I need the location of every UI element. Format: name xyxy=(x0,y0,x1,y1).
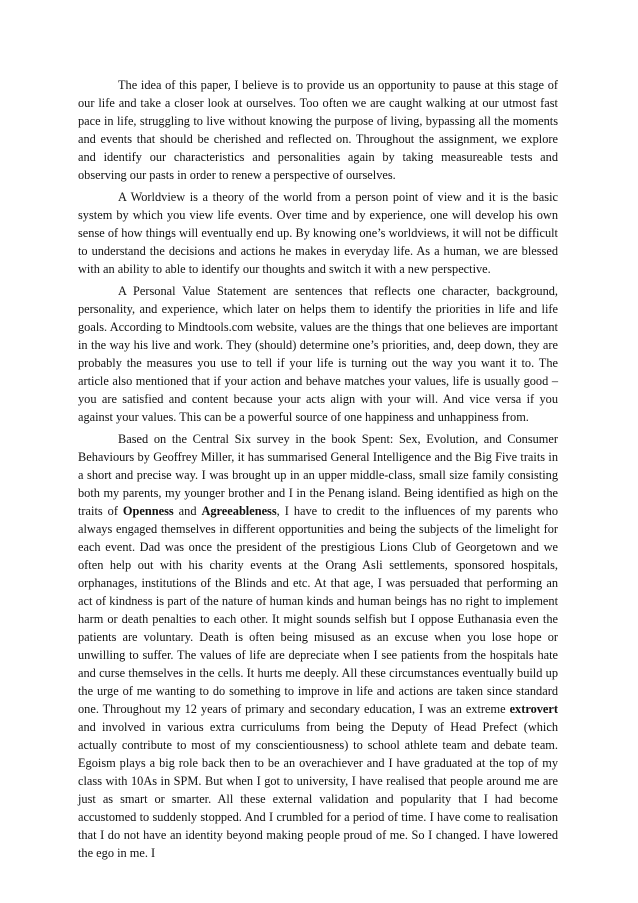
bold-term: Openness xyxy=(122,504,174,518)
paragraph-worldview xyxy=(78,188,558,278)
paragraph-text: and xyxy=(173,504,202,518)
bold-term: extrovert xyxy=(509,702,558,716)
paragraph-text: Based on the Central Six survey in the book Spent: Sex, Evolution, and Consumer Behaviours by Geoffrey Miller, it has summarised General Intelligence and the Big Five traits in a short and precise way. I was brought up in an upper middle-class, small size family consisting both my parents, my younger brother and I in the Penang island. Being identified as high on the traits of xyxy=(78,432,558,518)
paragraph-central-six-survey xyxy=(78,430,558,862)
paragraph-text: The idea of this paper, I believe is to provide us an opportunity to pause at this stage of our life and take a closer look at ourselves. Too often we are caught walking at our utmost fast pace in life, struggling to live without knowing the purpose of living, bypassing all the moments and events that should be cherished and reflected on. Throughout the assignment, we explore and identify our characteristics and personalities again by taking measureable tests and observing our pasts in order to renew a perspective of ourselves. xyxy=(78,78,558,182)
document-body xyxy=(78,76,558,862)
paragraph-text: and involved in various extra curriculums from being the Deputy of Head Prefect (which actually contribute to most of my conscientiousness) to school athlete team and debate team. Egoism plays a big role back then to be an overachiever and I have graduated at the top of my class with 10As in SPM. But when I got to university, I have realised that people around me are just as smart or smarter. All these external validation and popularity that I had become accustomed to suddenly stopped. And I crumbled for a period of time. I have come to realisation that I do not have an identity beyond making people proud of me. So I changed. I have lowered the ego in me. I xyxy=(78,720,558,860)
paragraph-personal-value-statement xyxy=(78,282,558,426)
paragraph-text: , I have to credit to the influences of my parents who always engaged themselves in different opportunities and being the subjects of the limelight for each event. Dad was once the president of the prestigious Lions Club of Georgetown and we often help out with his charity events at the Orang Asli settlements, sponsored hospitals, orphanages, institutions of the Blinds and etc. At that age, I was persuaded that performing an act of kindness is part of the nature of human kinds and human beings has no right to implement harm or death penalties to each other. It might sounds selfish but I oppose Euthanasia even the patients are voluntary. Death is often being misused as an excuse when you lose hope or unwilling to suffer. The values of life are depreciate when I see patients from the hospitals hate and curse themselves in the cells. It hurts me deeply. All these circumstances eventually build up the urge of me wanting to do something to improve in life and actions are taken since standard one. Throughout my 12 years of primary and secondary education, I was an extreme xyxy=(78,504,558,716)
paragraph-intro xyxy=(78,76,558,184)
bold-term: Agreeableness xyxy=(201,504,277,518)
paragraph-text: A Personal Value Statement are sentences that reflects one character, background, personality, and experience, which later on helps them to identify the priorities in life and life goals. According to Mindtools.com website, values are the things that one believes are important in the way his live and work. They (should) determine one’s priorities, and, deep down, they are probably the measures you use to tell if your life is turning out the way you want it to. The article also mentioned that if your action and behave matches your values, life is usually good – you are satisfied and content because your acts align with your will. And vice versa if you against your values. This can be a powerful source of one happiness and unhappiness from. xyxy=(78,284,558,424)
paragraph-text: A Worldview is a theory of the world from a person point of view and it is the basic system by which you view life events. Over time and by experience, one will develop his own sense of how things will eventually end up. By knowing one’s worldviews, it will not be difficult to understand the decisions and actions he makes in everyday life. As a human, we are blessed with an ability to able to identify our thoughts and switch it with a new perspective. xyxy=(78,190,558,276)
